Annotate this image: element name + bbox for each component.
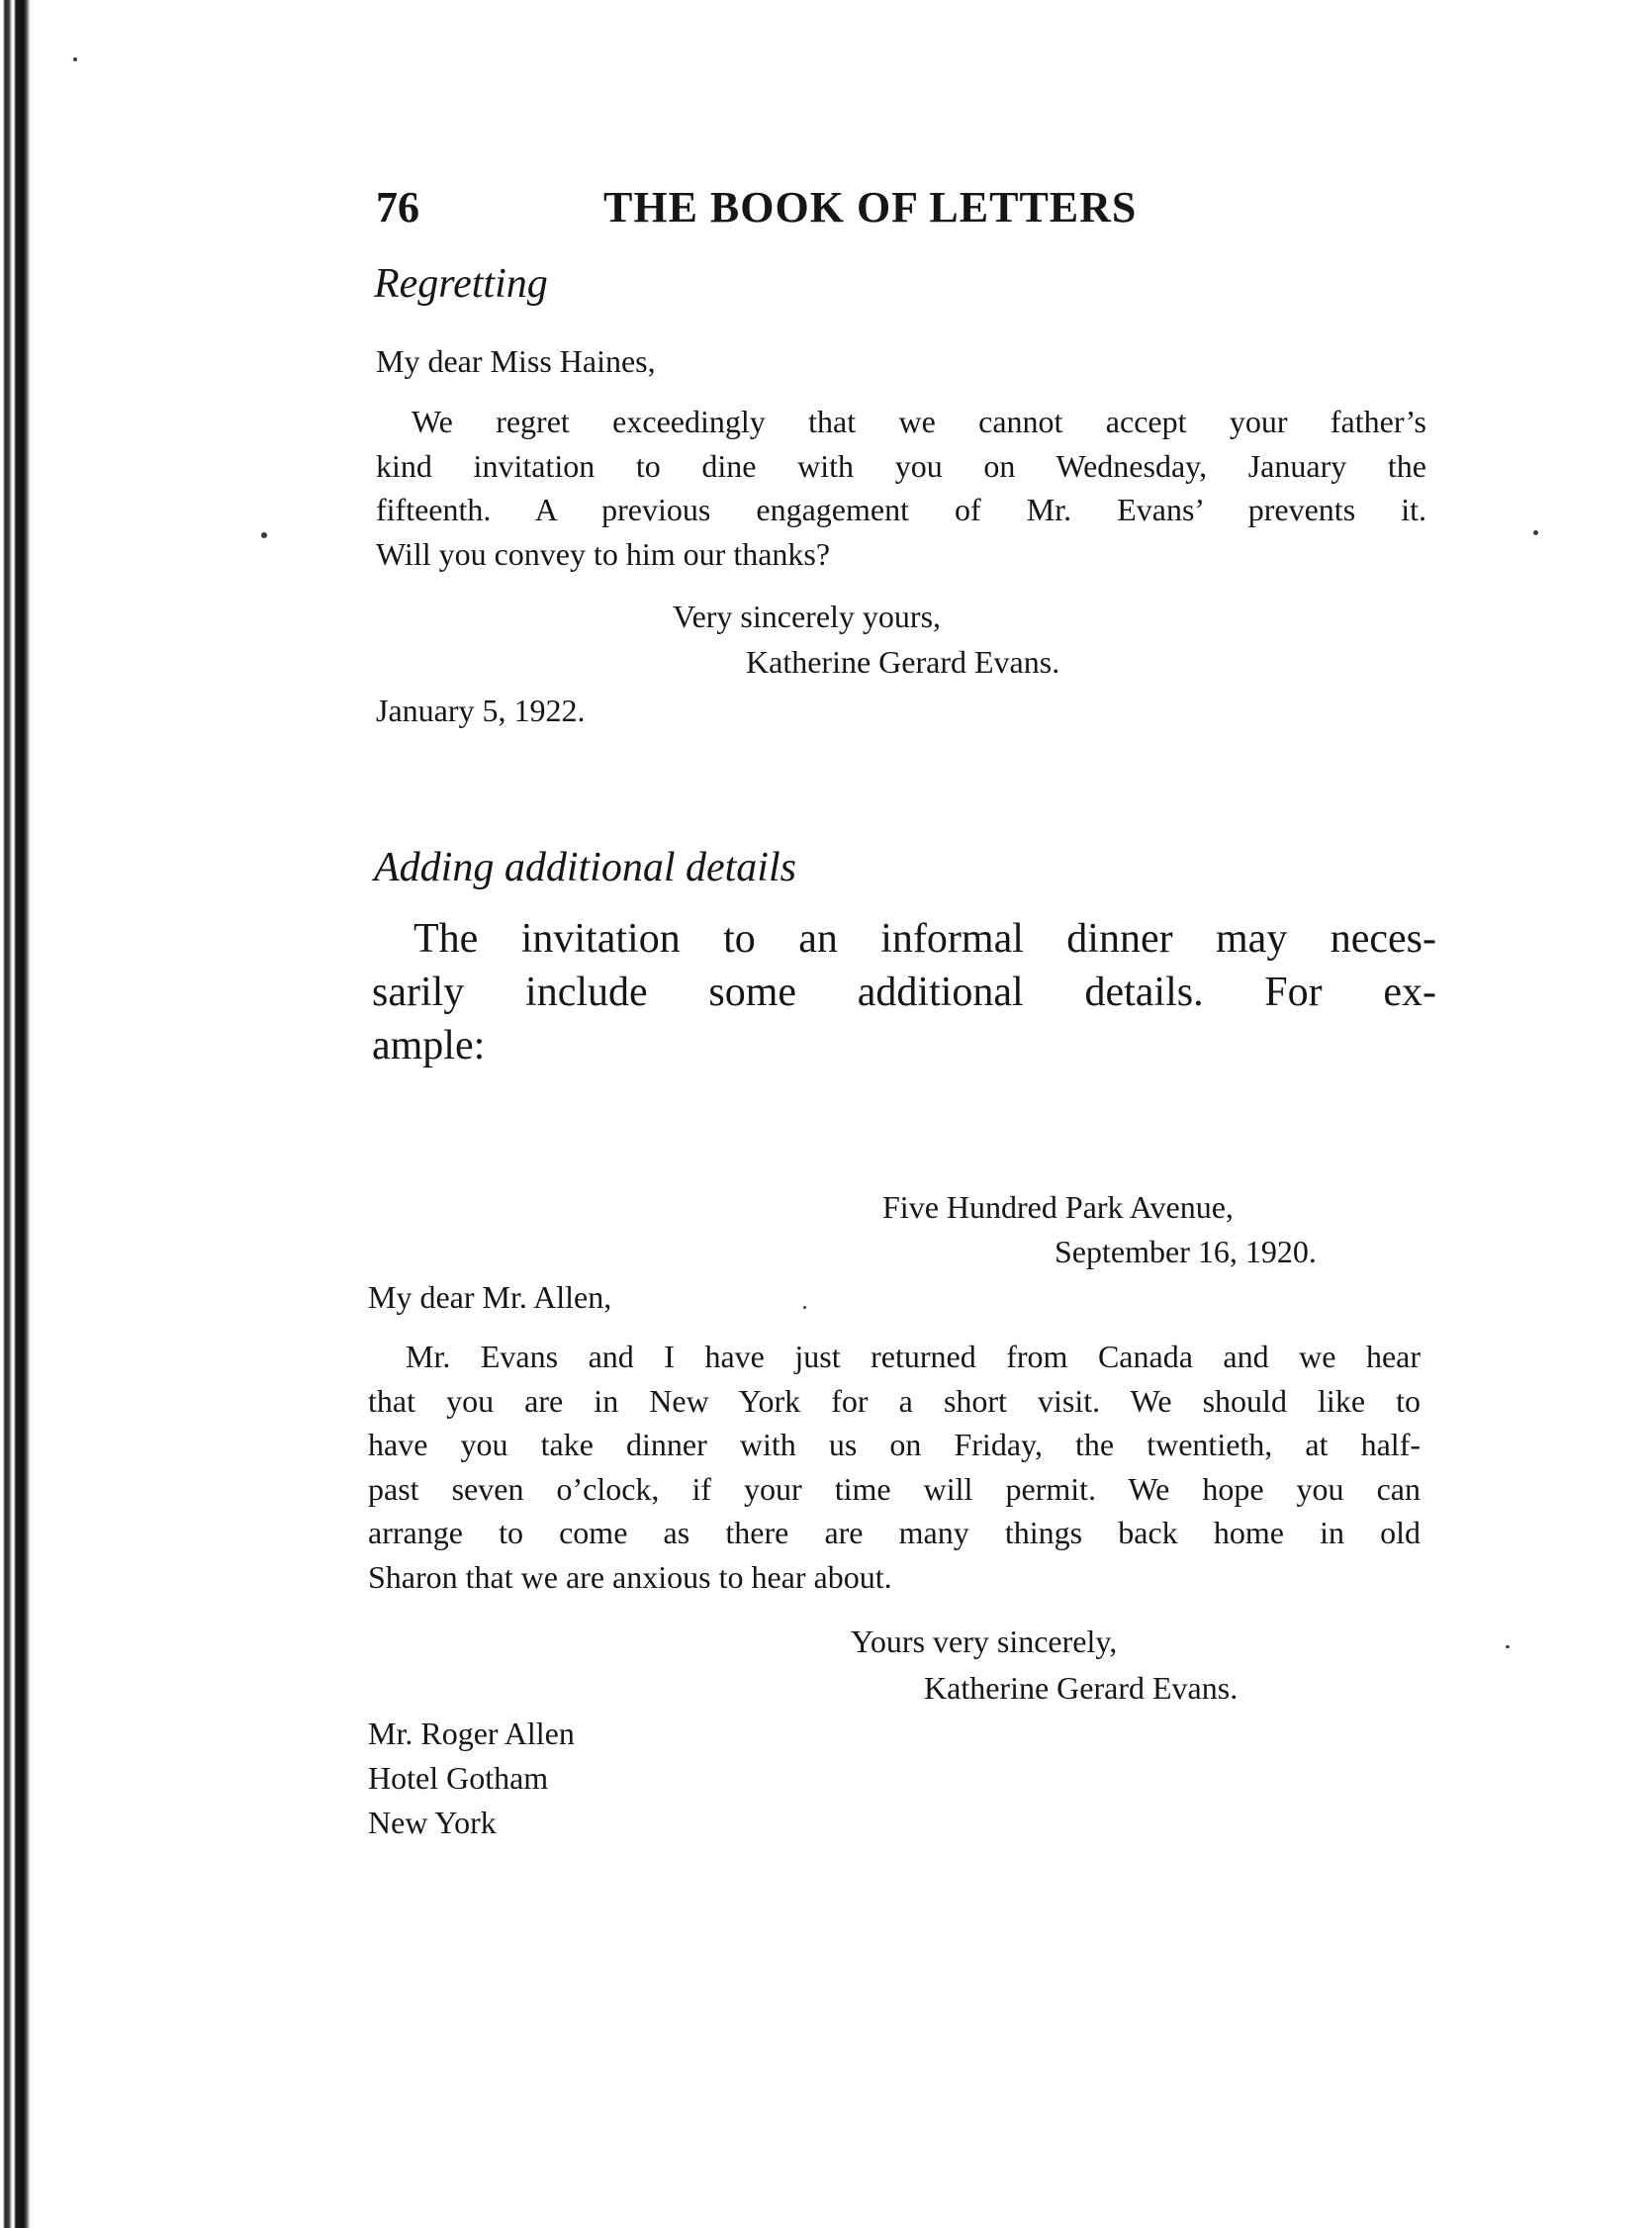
- additional-details-paragraph: [372, 912, 1436, 1072]
- regret-letter-body: [376, 400, 1426, 576]
- salutation-mr-allen: My dear Mr. Allen,: [368, 1279, 612, 1315]
- invitation-letter-body: [368, 1335, 1421, 1599]
- scan-speck: [1533, 530, 1538, 535]
- recipient-hotel: Hotel Gotham: [368, 1760, 549, 1796]
- body-line: Sharon that we are anxious to hear about.: [368, 1558, 892, 1595]
- body-line: kind invitation to dine with you on Wednesday, January the: [376, 447, 1426, 484]
- body-line: that you are in New York for a short visit. We should like to: [368, 1382, 1421, 1419]
- regret-closing: Very sincerely yours,: [673, 599, 942, 634]
- page-header: [376, 180, 1207, 235]
- invitation-closing: Yours very sincerely,: [851, 1624, 1118, 1659]
- regret-signature: Katherine Gerard Evans.: [746, 644, 1060, 680]
- invitation-signature: Katherine Gerard Evans.: [924, 1670, 1239, 1706]
- recipient-city: New York: [368, 1805, 497, 1840]
- body-line: past seven o’clock, if your time will permit. We hope you can: [368, 1470, 1421, 1507]
- body-line: fifteenth. A previous engagement of Mr. Evans’ prevents it.: [376, 492, 1426, 527]
- body-line: arrange to come as there are many things back home in old: [368, 1515, 1421, 1550]
- paragraph-line: sarily include some additional details. For ex-: [372, 970, 1436, 1015]
- section-heading-regretting: Regretting: [374, 261, 548, 307]
- body-line: We regret exceedingly that we cannot accept your father’s: [412, 404, 1426, 439]
- paragraph-line: The invitation to an informal dinner may neces-: [413, 916, 1436, 962]
- recipient-name: Mr. Roger Allen: [368, 1716, 575, 1751]
- book-binding-edge: [0, 0, 34, 2228]
- regret-date: January 5, 1922.: [376, 693, 586, 728]
- salutation-miss-haines: My dear Miss Haines,: [376, 343, 656, 379]
- scan-speck: [803, 1306, 806, 1309]
- invitation-address: Five Hundred Park Avenue,: [882, 1189, 1234, 1225]
- scan-speck: [73, 57, 77, 61]
- scan-speck: [261, 532, 267, 538]
- paragraph-line: ample:: [372, 1023, 486, 1068]
- page-number: 76: [376, 183, 419, 232]
- invitation-date: September 16, 1920.: [1055, 1234, 1317, 1269]
- body-line: have you take dinner with us on Friday, the twentieth, at half-: [368, 1427, 1421, 1462]
- body-line: Will you convey to him our thanks?: [376, 535, 831, 572]
- section-heading-additional-details: Adding additional details: [374, 845, 796, 890]
- running-title: THE BOOK OF LETTERS: [603, 183, 1138, 232]
- scan-speck: [1506, 1645, 1510, 1648]
- body-line: Mr. Evans and I have just returned from Canada and we hear: [406, 1339, 1421, 1374]
